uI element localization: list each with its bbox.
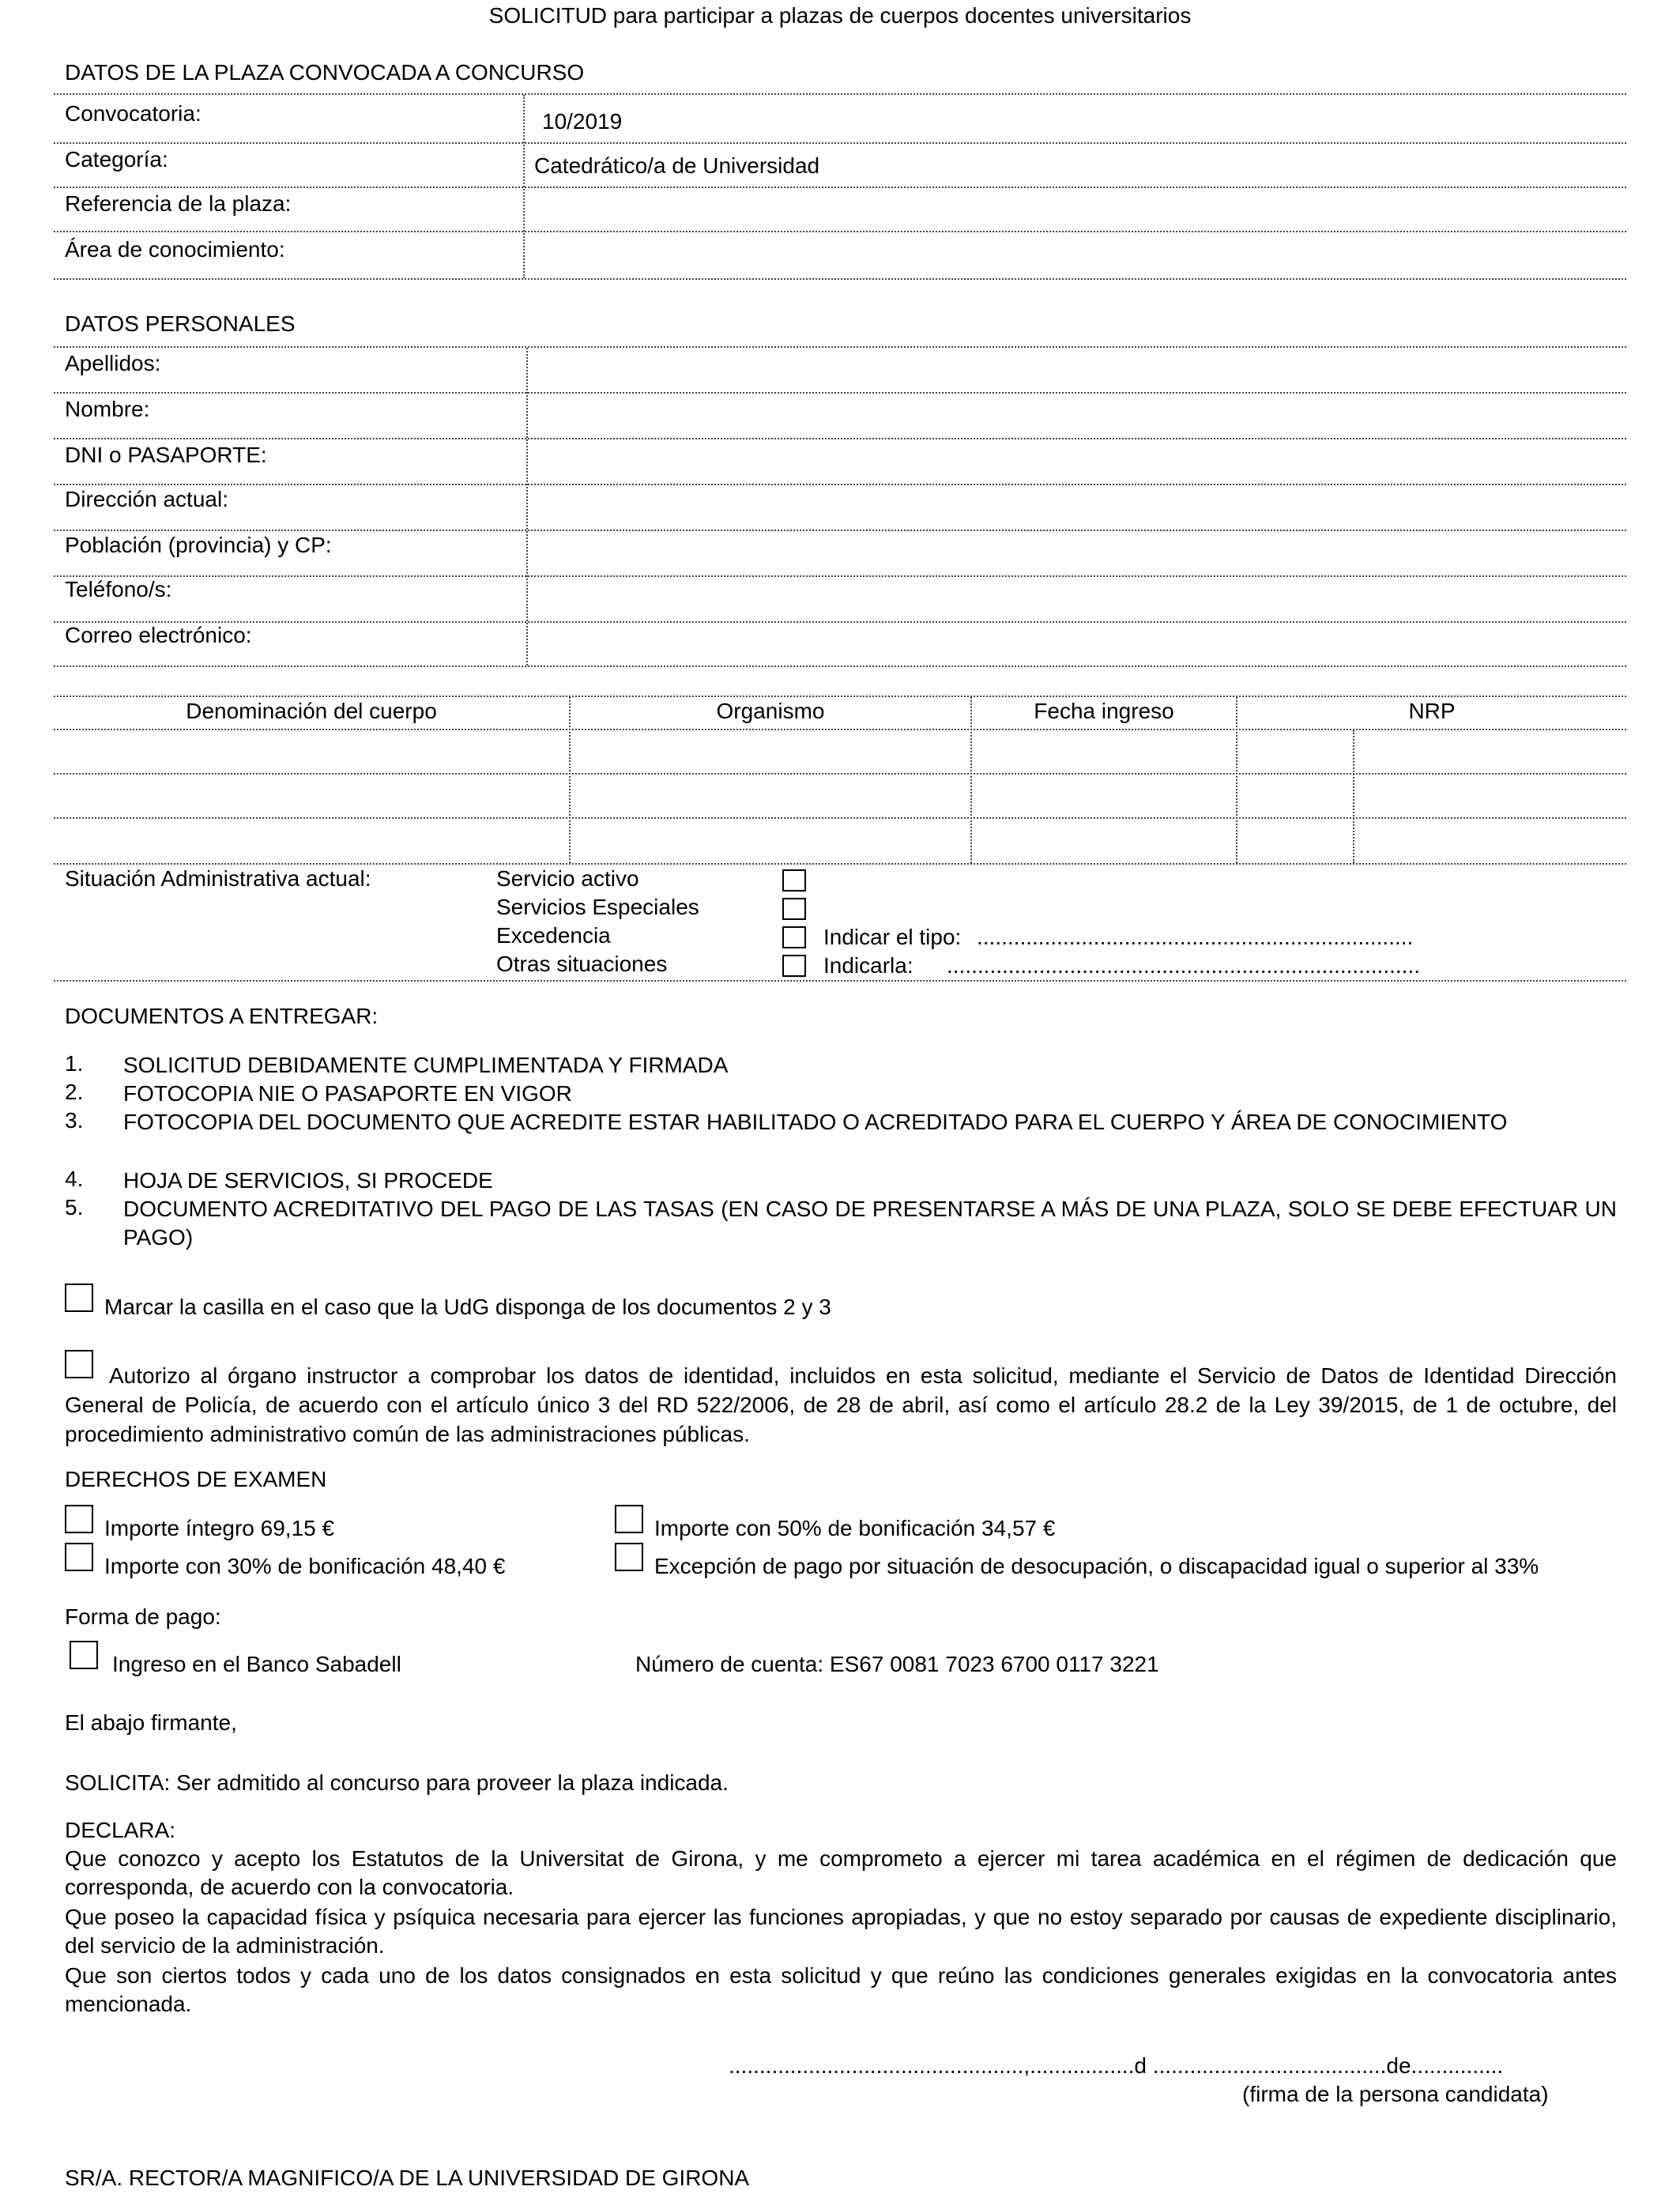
doc-num-2: 2. (65, 1080, 84, 1104)
bonificacion-30-label: Importe con 30% de bonificación 48,40 € (104, 1554, 506, 1578)
correo-label: Correo electrónico: (65, 623, 252, 647)
doc-num-4: 4. (65, 1167, 84, 1191)
importe-integro-label: Importe íntegro 69,15 € (104, 1516, 335, 1540)
banco-sabadell-checkbox[interactable] (70, 1641, 98, 1669)
col-nrp: NRP (1408, 699, 1456, 723)
referencia-label: Referencia de la plaza: (65, 191, 292, 216)
convocatoria-label: Convocatoria: (65, 101, 202, 126)
documentos-heading: DOCUMENTOS A ENTREGAR: (65, 1004, 379, 1028)
direccion-label: Dirección actual: (65, 487, 228, 511)
destinatario: SR/A. RECTOR/A MAGNIFICO/A DE LA UNIVERSIDAD DE GIRONA (65, 2166, 750, 2190)
nombre-label: Nombre: (65, 397, 150, 421)
apellidos-label: Apellidos: (65, 351, 161, 375)
udg-documentos-checkbox[interactable] (65, 1284, 93, 1312)
doc-item-1: SOLICITUD DEBIDAMENTE CUMPLIMENTADA Y FIRMADA (123, 1053, 729, 1077)
col-fecha-ingreso: Fecha ingreso (1034, 699, 1174, 723)
servicios-especiales-checkbox[interactable] (782, 898, 806, 920)
area-label: Área de conocimiento: (65, 237, 285, 262)
indicar-tipo-field[interactable]: ....................................................................... (977, 925, 1414, 949)
personal-heading: DATOS PERSONALES (65, 311, 296, 336)
indicar-tipo-label: Indicar el tipo: (823, 925, 962, 949)
categoria-label: Categoría: (65, 147, 168, 172)
indicarla-field[interactable]: ............................................................................. (947, 953, 1421, 978)
situacion-label: Situación Administrativa actual: (65, 866, 371, 891)
bonificacion-50-label: Importe con 50% de bonificación 34,57 € (654, 1516, 1056, 1540)
declara-paragraph-3: Que son ciertos todos y cada uno de los datos consignados en esta solicitud y que reúno las condiciones generales exigidas en la convocatoria antes mencionada. (65, 1963, 1617, 2016)
poblacion-label: Población (provincia) y CP: (65, 533, 332, 557)
banco-sabadell-label: Ingreso en el Banco Sabadell (112, 1652, 401, 1676)
doc-num-1: 1. (65, 1051, 84, 1076)
servicio-activo-checkbox[interactable] (782, 869, 806, 892)
servicios-especiales-label: Servicios Especiales (496, 895, 699, 919)
col-denominacion: Denominación del cuerpo (186, 699, 437, 723)
doc-item-4: HOJA DE SERVICIOS, SI PROCEDE (123, 1168, 493, 1193)
solicita-text: SOLICITA: Ser admitido al concurso para proveer la plaza indicada. (65, 1770, 729, 1795)
declara-heading: DECLARA: (65, 1818, 176, 1842)
convocatoria-value: 10/2019 (542, 109, 623, 134)
doc-num-5: 5. (65, 1195, 84, 1220)
derechos-heading: DERECHOS DE EXAMEN (65, 1467, 327, 1491)
indicarla-label: Indicarla: (823, 953, 913, 978)
numero-cuenta: Número de cuenta: ES67 0081 7023 6700 0117 3221 (635, 1652, 1159, 1676)
bonificacion-50-checkbox[interactable] (615, 1505, 643, 1533)
pago-heading: Forma de pago: (65, 1604, 221, 1629)
servicio-activo-label: Servicio activo (496, 866, 639, 891)
declara-paragraph-1: Que conozco y acepto los Estatutos de la Universitat de Girona, y me comprometo a ejercer mi tarea académica en el régimen de dedicación que corresponda, de acuerdo con la convocatoria. (65, 1846, 1617, 1899)
importe-integro-checkbox[interactable] (65, 1505, 93, 1533)
col-organismo: Organismo (716, 699, 825, 723)
marcar-casilla-text: Marcar la casilla en el caso que la UdG disponga de los documentos 2 y 3 (104, 1295, 831, 1319)
firma-caption: (firma de la persona candidata) (1242, 2082, 1549, 2106)
doc-item-3: FOTOCOPIA DEL DOCUMENTO QUE ACREDITE ESTAR HABILITADO O ACREDITADO PARA EL CUERPO Y ÁREA DE CONOCIMIENTO (123, 1110, 1508, 1134)
dni-label: DNI o PASAPORTE: (65, 443, 267, 467)
telefono-label: Teléfono/s: (65, 577, 172, 601)
doc-item-2: FOTOCOPIA NIE O PASAPORTE EN VIGOR (123, 1081, 572, 1106)
fecha-line[interactable]: ................................................,.................d ......................................de............... (729, 2053, 1504, 2078)
page-title: SOLICITUD para participar a plazas de cuerpos docentes universitarios (488, 3, 1192, 28)
categoria-value: Catedrático/a de Universidad (534, 153, 820, 178)
abajo-firmante: El abajo firmante, (65, 1710, 237, 1735)
excepcion-pago-checkbox[interactable] (615, 1543, 643, 1571)
bonificacion-30-checkbox[interactable] (65, 1543, 93, 1571)
doc-item-5: DOCUMENTO ACREDITATIVO DEL PAGO DE LAS TASAS (EN CASO DE PRESENTARSE A MÁS DE UNA PLAZA, SOLO SE DEBE EFECTUAR UN PAGO) (123, 1197, 1617, 1250)
declara-paragraph-2: Que poseo la capacidad física y psíquica necesaria para ejercer las funciones apropiadas, y que no estoy separado por causas de expediente disciplinario, del servicio de la administración. (65, 1905, 1617, 1958)
otras-situaciones-checkbox[interactable] (782, 955, 806, 977)
plaza-heading: DATOS DE LA PLAZA CONVOCADA A CONCURSO (65, 60, 585, 85)
doc-num-3: 3. (65, 1108, 84, 1133)
autorizo-text: Autorizo al órgano instructor a comprobar los datos de identidad, incluidos en esta solicitud, mediante el Servicio de Datos de Identidad Dirección General de Policía, de acuerdo con el artículo único 3 del RD 522/2006, de 28 de abril, así como el artículo 28.2 de la Ley 39/2015, de 1 de octubre, del procedimiento administrativo común de las administraciones públicas. (65, 1363, 1617, 1446)
otras-situaciones-label: Otras situaciones (496, 952, 668, 976)
excedencia-checkbox[interactable] (782, 926, 806, 948)
excedencia-label: Excedencia (496, 923, 611, 948)
excepcion-pago-label: Excepción de pago por situación de desocupación, o discapacidad igual o superior al 33% (654, 1554, 1539, 1578)
